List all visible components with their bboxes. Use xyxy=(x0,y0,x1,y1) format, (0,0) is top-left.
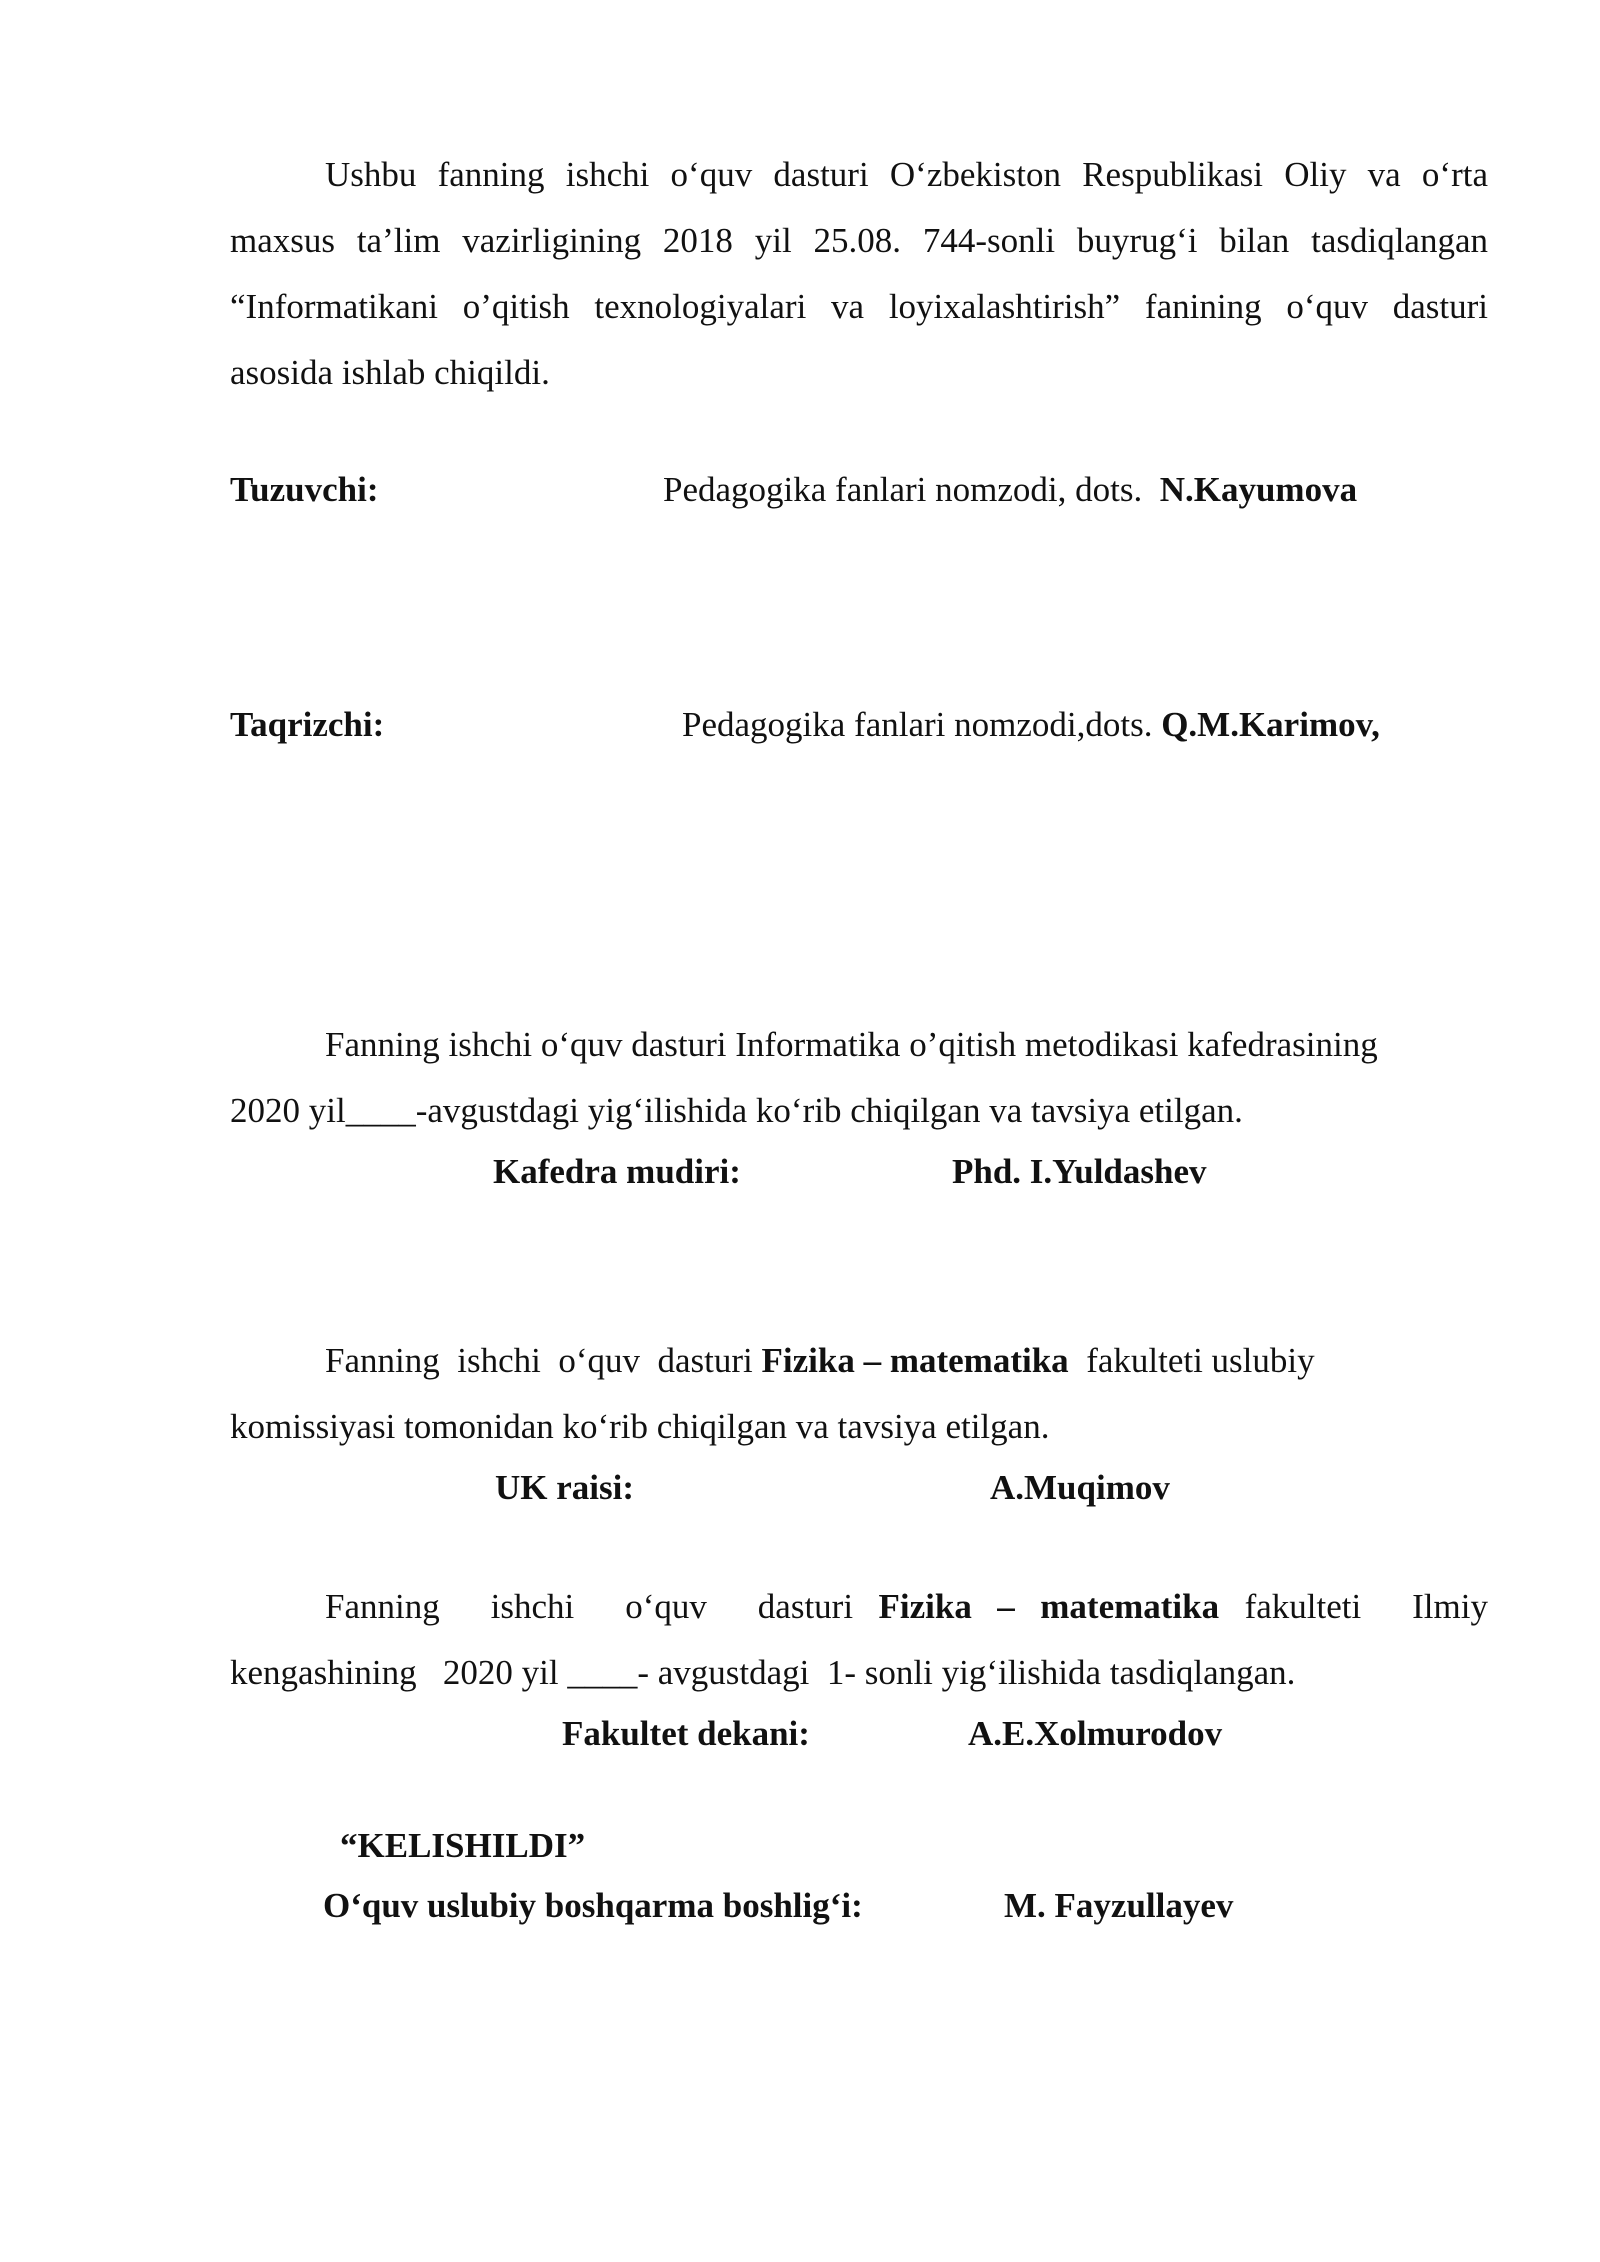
intro-line-2: maxsus ta’lim vazirligining 2018 yil 25.08. 744-sonli buyrug‘i bilan tasdiqlangan xyxy=(230,221,1488,260)
commission-line-2: komissiyasi tomonidan ko‘rib chiqilgan va tavsiya etilgan. xyxy=(230,1407,1050,1446)
reviewer-name: Q.M.Karimov, xyxy=(1161,705,1380,744)
reviewer-label: Taqrizchi: xyxy=(230,705,385,744)
commission-chair-name: A.Muqimov xyxy=(990,1468,1170,1507)
department-line-2: 2020 yil____-avgustdagi yig‘ilishida ko‘rib chiqilgan va tavsiya etilgan. xyxy=(230,1091,1243,1130)
commission-chair-label: UK raisi: xyxy=(495,1468,635,1507)
intro-line-1: Ushbu fanning ishchi o‘quv dasturi O‘zbekiston Respublikasi Oliy va o‘rta xyxy=(325,155,1488,194)
dean-label: Fakultet dekani: xyxy=(562,1714,810,1753)
approval-label: O‘quv uslubiy boshqarma boshlig‘i: xyxy=(323,1886,863,1925)
commission-prefix: Fanning ishchi o‘quv dasturi xyxy=(325,1341,762,1380)
compiler-name: N.Kayumova xyxy=(1159,470,1358,509)
dean-name: A.E.Xolmurodov xyxy=(968,1714,1223,1753)
compiler-title: Pedagogika fanlari nomzodi, dots. xyxy=(663,470,1143,509)
council-suffix: fakulteti Ilmiy xyxy=(1219,1587,1488,1626)
council-paragraph xyxy=(230,1574,1488,1706)
department-head-name: Phd. I.Yuldashev xyxy=(952,1152,1207,1191)
department-paragraph xyxy=(230,1012,1488,1144)
intro-line-3: “Informatikani o’qitish texnologiyalari va loyixalashtirish” fanining o‘quv dasturi xyxy=(230,287,1488,326)
compiler-signature xyxy=(663,470,1357,510)
department-line-1: Fanning ishchi o‘quv dasturi Informatika o’qitish metodikasi kafedrasining xyxy=(325,1025,1378,1064)
approval-name: M. Fayzullayev xyxy=(1004,1886,1234,1925)
council-line-2: kengashining 2020 yil ____- avgustdagi 1- sonli yig‘ilishida tasdiqlangan. xyxy=(230,1653,1296,1692)
approval-heading: “KELISHILDI” xyxy=(340,1826,586,1865)
reviewer-title: Pedagogika fanlari nomzodi,dots. xyxy=(682,705,1153,744)
commission-suffix: fakulteti uslubiy xyxy=(1068,1341,1315,1380)
commission-faculty: Fizika – matematika xyxy=(761,1341,1069,1380)
intro-paragraph xyxy=(230,142,1488,406)
reviewer-signature xyxy=(682,705,1380,745)
intro-line-4: asosida ishlab chiqildi. xyxy=(230,353,550,392)
council-faculty: Fizika – matematika xyxy=(878,1587,1220,1626)
commission-paragraph xyxy=(230,1328,1488,1460)
compiler-label: Tuzuvchi: xyxy=(230,470,379,509)
council-prefix: Fanning ishchi o‘quv dasturi xyxy=(325,1587,879,1626)
department-head-label: Kafedra mudiri: xyxy=(493,1152,741,1191)
